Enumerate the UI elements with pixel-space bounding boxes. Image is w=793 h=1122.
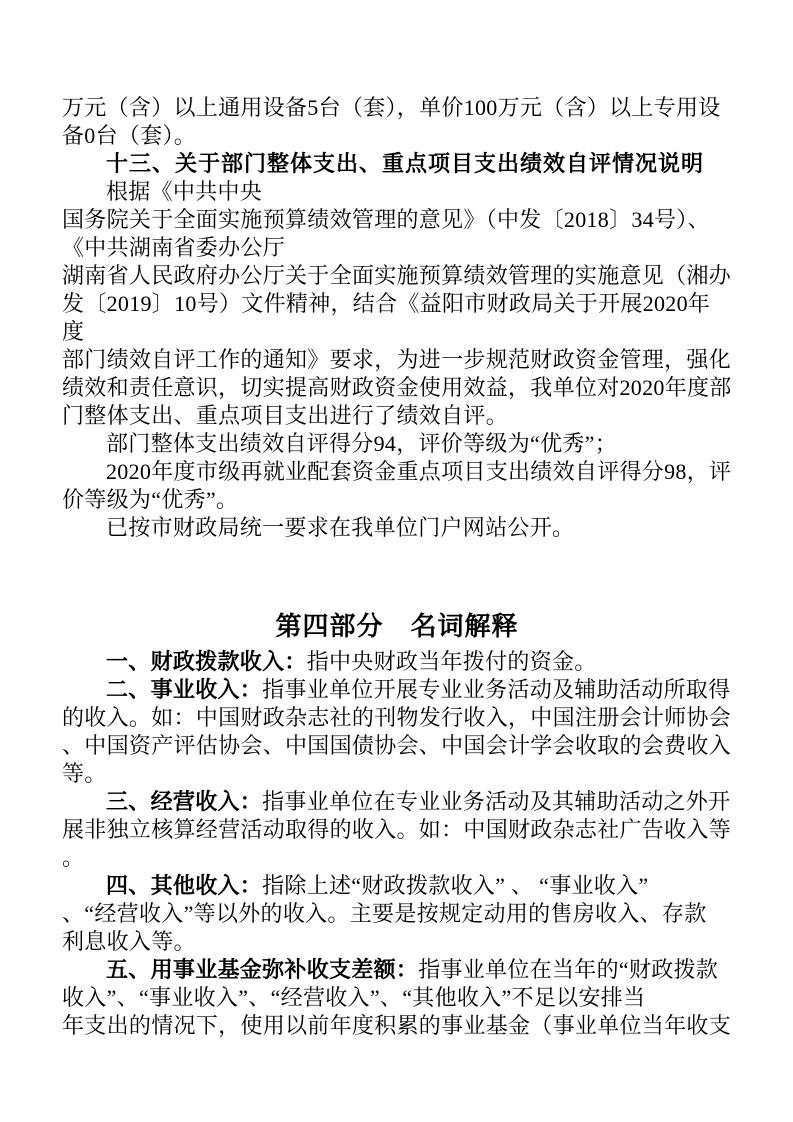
- key-project-score-line: 2020年度市级再就业配套资金重点项目支出绩效自评得分98，评: [106, 459, 732, 484]
- term-label: 三、经营收入：: [106, 789, 263, 814]
- term-text: 指事业单位开展专业业务活动及辅助活动所取得: [262, 677, 731, 702]
- body-line: 绩效和责任意识，切实提高财政资金使用效益，我单位对2020年度部: [62, 375, 732, 400]
- term-text: 指事业单位在当年的“财政拨款: [418, 957, 719, 982]
- body-line: 价等级为“优秀”。: [62, 487, 239, 512]
- part-4-section: [62, 608, 732, 1040]
- term-label: 四、其他收入：: [106, 873, 263, 898]
- body-line: 部门绩效自评工作的通知》要求，为进一步规范财政资金管理，强化: [62, 347, 732, 372]
- part-4-title: 第四部分 名词解释: [275, 611, 519, 641]
- term-line: [62, 648, 732, 676]
- overall-score-line: 部门整体支出绩效自评得分94，评价等级为“优秀”；: [106, 431, 618, 456]
- term-line: [62, 956, 732, 984]
- body-line: 、中国资产评估协会、中国国债协会、中国会计学会收取的会费收入: [62, 733, 732, 758]
- body-line: 发〔2019〕10号）文件精神，结合《益阳市财政局关于开展2020年度: [62, 291, 711, 344]
- body-line: 利息收入等。: [62, 929, 196, 954]
- body-line: 。: [62, 845, 85, 870]
- body-line: 万元（含）以上通用设备5台（套），单价100万元（含）以上专用设: [62, 95, 721, 120]
- term-line: [62, 872, 732, 900]
- term-text: 指除上述“财政拨款收入” 、 “事业收入”: [262, 873, 649, 898]
- body-line: 湖南省人民政府办公厅关于全面实施预算绩效管理的实施意见（湘办: [62, 263, 732, 288]
- body-line: 《中共湖南省委办公厅: [62, 235, 286, 260]
- term-label: 二、事业收入：: [106, 677, 263, 702]
- page-content: [62, 94, 732, 1040]
- term-label: 五、用事业基金弥补收支差额：: [106, 957, 419, 982]
- term-text: 指事业单位在专业业务活动及其辅助活动之外开: [262, 789, 731, 814]
- body-line: 、“经营收入”等以外的收入。主要是按规定动用的售房收入、存款: [62, 901, 707, 926]
- body-line: 备0台（套）。: [62, 123, 197, 148]
- term-line: [62, 788, 732, 816]
- body-line: 的收入。如：中国财政杂志社的刊物发行收入，中国注册会计师协会: [62, 705, 732, 730]
- body-line: 门整体支出、重点项目支出进行了绩效自评。: [62, 403, 509, 428]
- term-text: 指中央财政当年拨付的资金。: [306, 649, 597, 674]
- disclosure-line: 已按市财政局统一要求在我单位门户网站公开。: [106, 515, 575, 540]
- term-line: [62, 676, 732, 704]
- body-line: 等。: [62, 761, 107, 786]
- body-line: 国务院关于全面实施预算绩效管理的意见》（中发〔2018〕34号）、: [62, 207, 710, 232]
- body-line: 展非独立核算经营活动取得的收入。如：中国财政杂志社广告收入等: [62, 817, 732, 842]
- body-line: 收入”、“事业收入”、“经营收入”、“其他收入”不足以安排当: [62, 985, 646, 1010]
- term-label: 一、财政拨款收入：: [106, 649, 307, 674]
- body-line: 根据《中共中央: [106, 179, 263, 204]
- section-13-heading: 十三、关于部门整体支出、重点项目支出绩效自评情况说明: [106, 151, 705, 176]
- body-line: 年支出的情况下，使用以前年度积累的事业基金（事业单位当年收支: [62, 1013, 732, 1038]
